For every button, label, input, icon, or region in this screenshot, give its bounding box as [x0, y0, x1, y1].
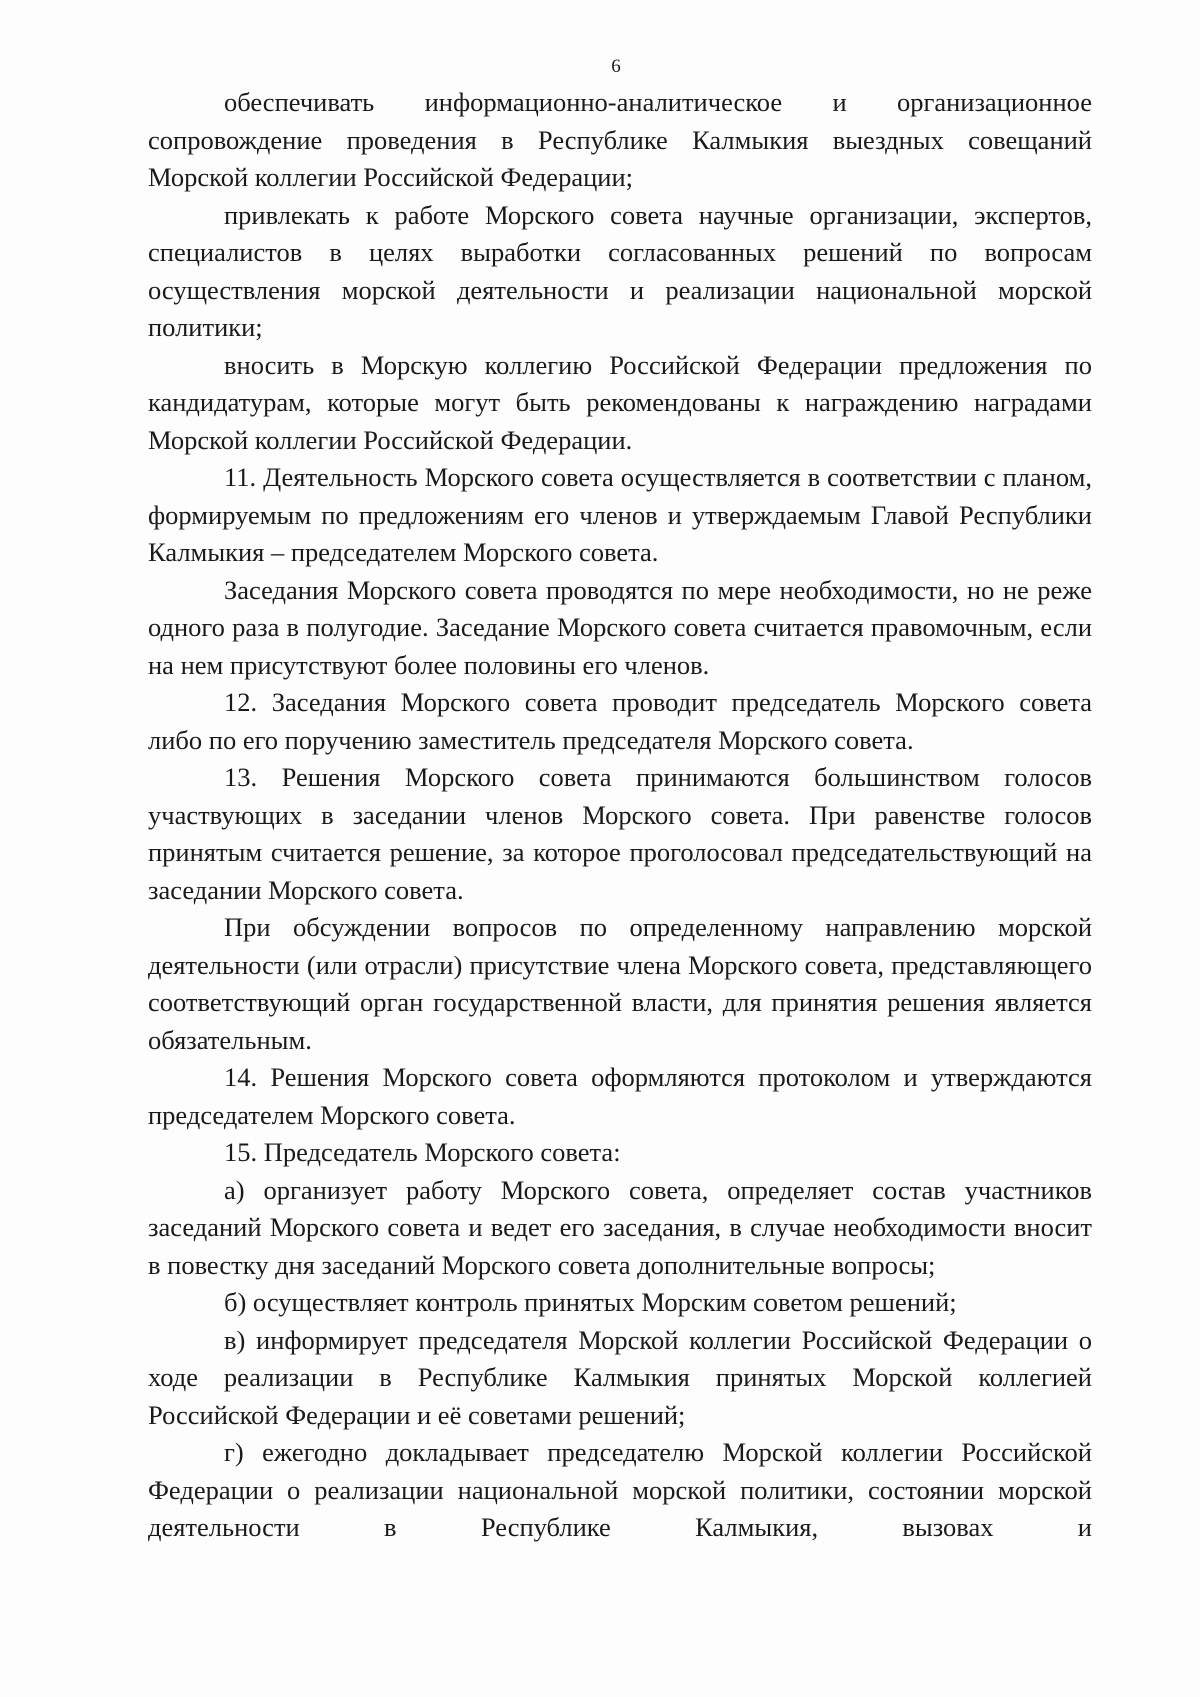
paragraph-item-11: 11. Деятельность Морского совета осуществляется в соответствии с планом, формируемым по предложениям его членов и утверждаемым Главой Республики Калмыкия – председателем Морского совета. — [148, 462, 1092, 567]
paragraph-mandatory-presence: При обсуждении вопросов по определенному направлению морской деятельности (или отрасли) присутствие члена Морского совета, представляющего соответствующий орган государственной власти, для принятия решения является обязательным. — [148, 912, 1092, 1055]
paragraph-item-13: 13. Решения Морского совета принимаются большинством голосов участвующих в заседании членов Морского совета. При равенстве голосов принятым считается решение, за которое проголосовал председательствующий на заседании Морского совета. — [148, 762, 1092, 905]
paragraph-item-15: 15. Председатель Морского совета: — [224, 1137, 621, 1167]
paragraph-info-support: обеспечивать информационно-аналитическое и организационное сопровождение проведения в Республике Калмыкия выездных совещаний Морской коллегии Российской Федерации; — [148, 87, 1092, 192]
paragraph-item-15-v: в) информирует председателя Морской коллегии Российской Федерации о ходе реализации в Республике Калмыкия принятых Морской коллегией Российской Федерации и её советами решений; — [148, 1324, 1092, 1430]
paragraph-item-12: 12. Заседания Морского совета проводит председатель Морского совета либо по его поручению заместитель председателя Морского совета. — [148, 687, 1092, 755]
paragraph-meetings-frequency: Заседания Морского совета проводятся по мере необходимости, но не реже одного раза в полугодие. Заседание Морского совета считается правомочным, если на нем присутствуют более половины его членов. — [148, 574, 1092, 680]
paragraph-item-15-a: а) организует работу Морского совета, определяет состав участников заседаний Морского совета и ведет его заседания, в случае необходимости вносит в повестку дня заседаний Морского совета дополнительные вопросы; — [148, 1174, 1092, 1280]
paragraph-item-14: 14. Решения Морского совета оформляются протоколом и утверждаются председателем Морского совета. — [148, 1062, 1092, 1130]
document-body — [148, 84, 1092, 1547]
paragraph-award-proposals: вносить в Морскую коллегию Российской Федерации предложения по кандидатурам, которые могут быть рекомендованы к награждению наградами Морской коллегии Российской Федерации. — [148, 349, 1092, 455]
paragraph-item-15-g: г) ежегодно докладывает председателю Морской коллегии Российской Федерации о реализации национальной морской политики, состоянии морской деятельности в Республике Калмыкия, вызовах и — [148, 1437, 1092, 1542]
paragraph-item-15-b: б) осуществляет контроль принятых Морским советом решений; — [224, 1287, 957, 1317]
page-number: 6 — [611, 56, 621, 77]
paragraph-attract-experts: привлекать к работе Морского совета научные организации, экспертов, специалистов в целях выработки согласованных решений по вопросам осуществления морской деятельности и реализации национальной морской политики; — [148, 199, 1092, 342]
